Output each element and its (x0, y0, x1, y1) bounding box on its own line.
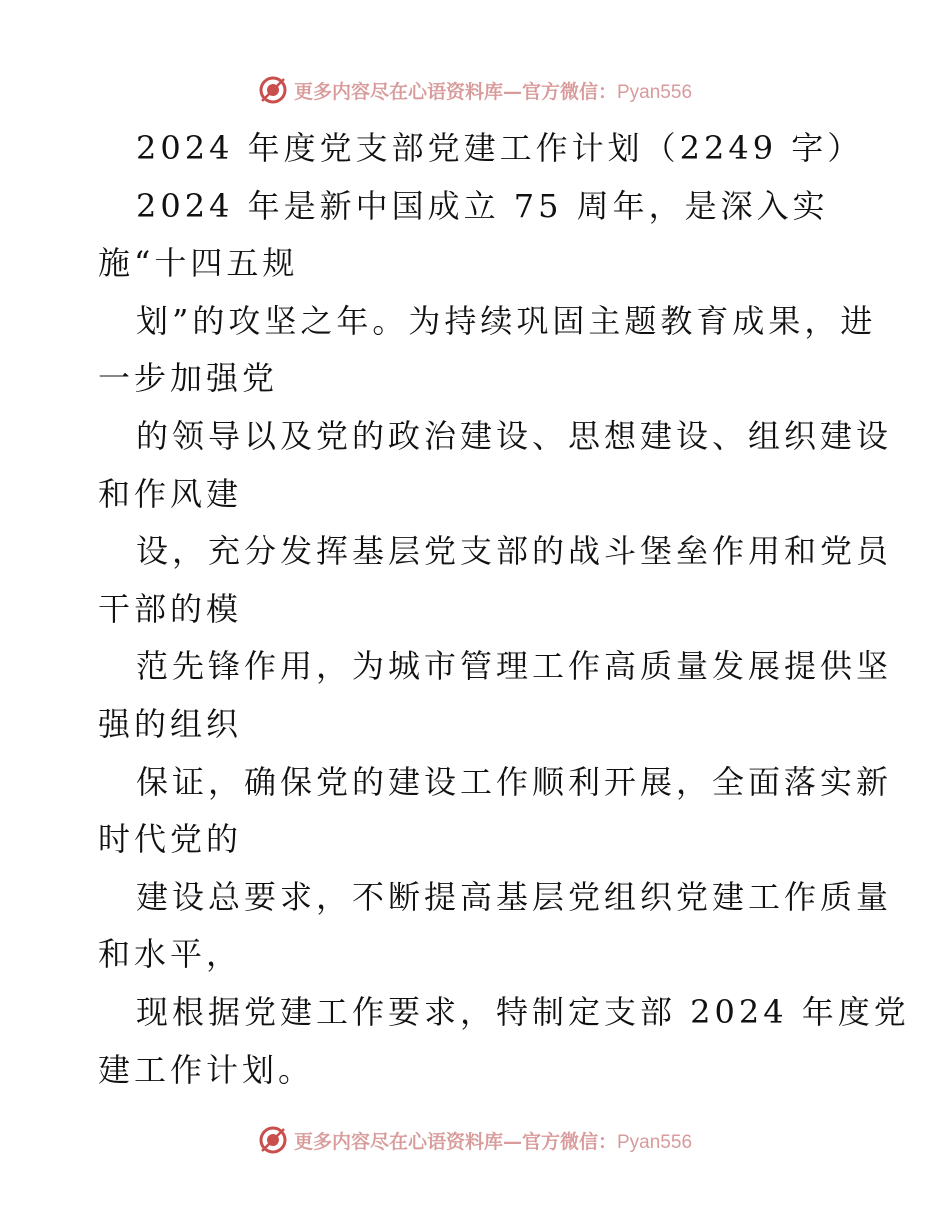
seal-logo-icon (258, 1125, 288, 1155)
paragraph-line: 干部的模 (98, 589, 243, 628)
paragraph-line: 2024 年是新中国成立 75 周年，是深入实 (136, 186, 829, 225)
paragraph-line: 和水平， (98, 935, 243, 974)
paragraph-line: 和作风建 (98, 474, 243, 513)
document-body (98, 120, 910, 1099)
seal-logo-icon (258, 75, 288, 105)
paragraph-line: 建工作计划。 (98, 1050, 315, 1089)
paragraph-line: 建设总要求，不断提高基层党组织党建工作质量 (136, 877, 893, 916)
watermark-id: Pyan556 (617, 81, 693, 103)
watermark-banner-top (0, 70, 950, 110)
paragraph-line: 一步加强党 (98, 359, 279, 398)
paragraph-line: 保证，确保党的建设工作顺利开展，全面落实新 (136, 762, 893, 801)
paragraph-line: 范先锋作用，为城市管理工作高质量发展提供坚 (136, 647, 893, 686)
paragraph-line: 时代党的 (98, 820, 243, 859)
paragraph-line: 强的组织 (98, 704, 243, 743)
paragraph-line: 划”的攻坚之年。为持续巩固主题教育成果，进 (136, 301, 877, 340)
paragraph-line: 施“十四五规 (98, 244, 299, 283)
paragraph-line: 现根据党建工作要求，特制定支部 2024 年度党 (136, 992, 910, 1031)
watermark-banner-bottom (0, 1120, 950, 1160)
paragraph-line: 设，充分发挥基层党支部的战斗堡垒作用和党员 (136, 532, 893, 571)
document-title: 2024 年度党支部党建工作计划（2249 字） (136, 129, 864, 167)
paragraph-line: 的领导以及党的政治建设、思想建设、组织建设 (136, 416, 893, 455)
watermark-text: 更多内容尽在心语资料库—官方微信：Pyan556 (293, 80, 693, 103)
watermark-text: 更多内容尽在心语资料库—官方微信：Pyan556 (293, 1130, 693, 1153)
watermark-id: Pyan556 (617, 1131, 693, 1153)
